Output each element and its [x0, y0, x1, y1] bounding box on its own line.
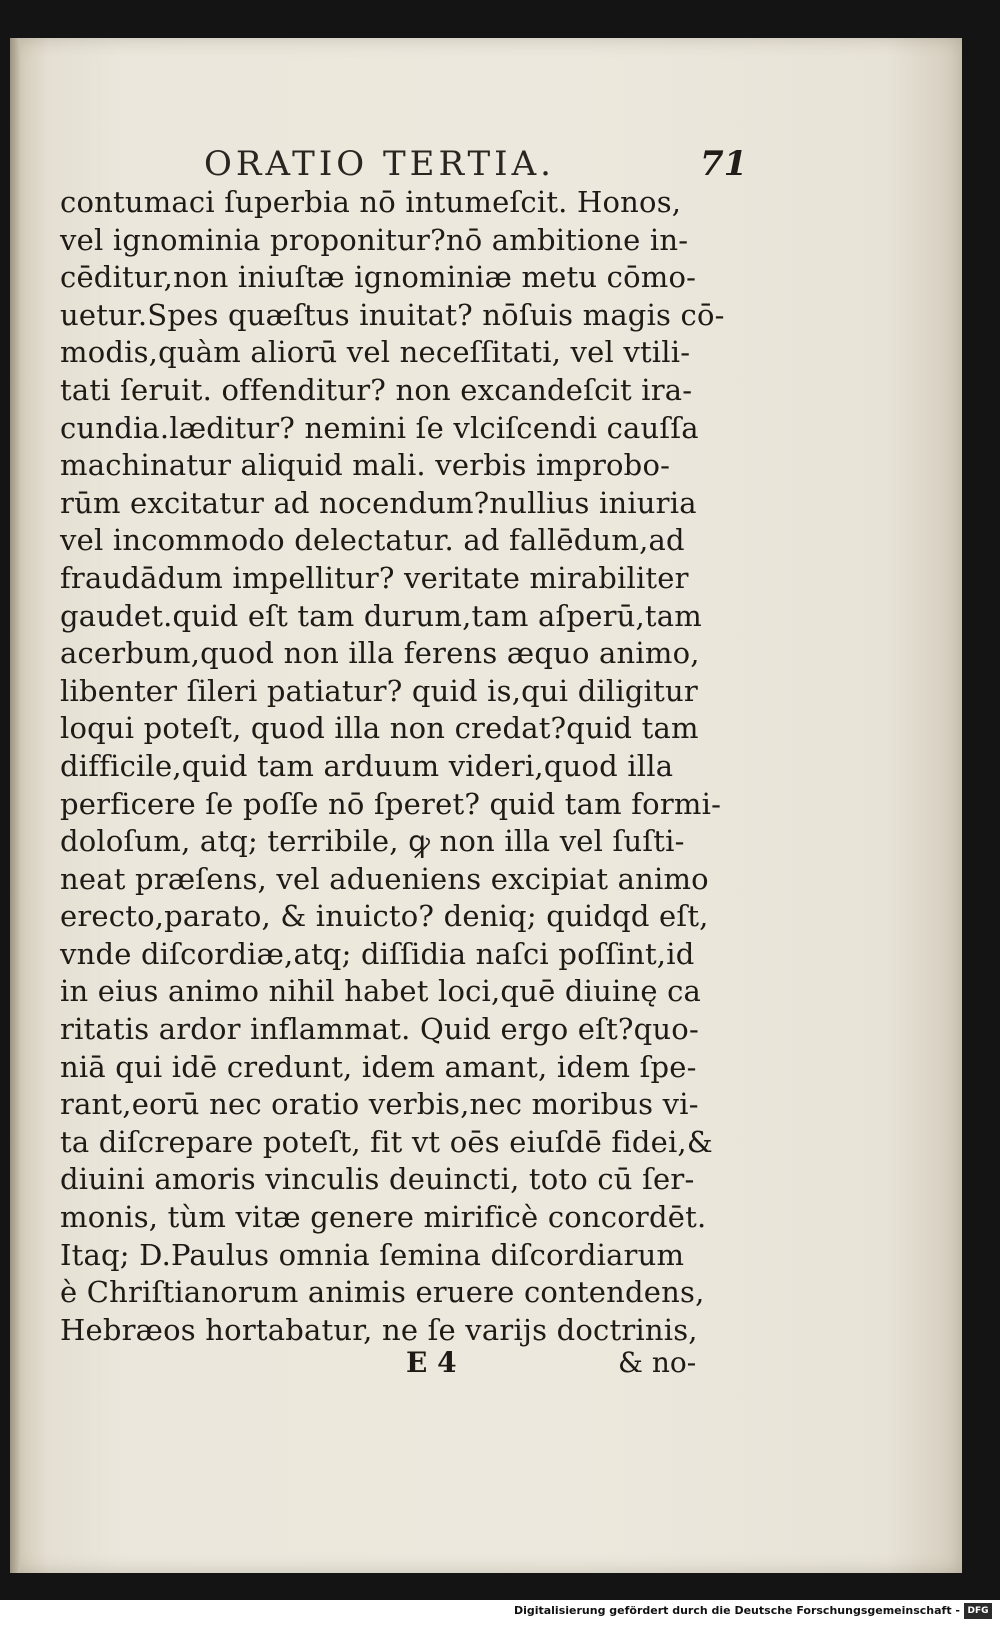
- text-line: cēditur,non iniuſtæ ignominiæ metu cōmo-: [60, 260, 697, 295]
- text-line: vel ignominia proponitur?nō ambitione in-: [60, 222, 689, 257]
- text-line: erecto,parato, & inuicto? deniq; quidqd eſt,: [60, 899, 709, 934]
- dfg-logo: DFG: [964, 1603, 992, 1619]
- text-line: machinatur aliquid mali. verbis improbo-: [60, 448, 671, 483]
- text-line: Itaq; D.Paulus omnia ſemina diſcordiarum: [60, 1237, 685, 1272]
- text-line: è Chriſtianorum animis eruere contendens,: [60, 1275, 705, 1310]
- text-line: loqui poteſt, quod illa non credat?quid tam: [60, 711, 699, 746]
- text-line: ta diſcrepare poteſt, fit vt oēs eiuſdē fidei,&: [60, 1124, 713, 1159]
- text-line: acerbum,quod non illa ferens æquo animo,: [60, 636, 700, 671]
- text-line: rūm excitatur ad nocendum?nullius iniuria: [60, 485, 697, 520]
- signature-mark: E 4: [406, 1346, 457, 1379]
- text-line: doloſum, atq; terribile, ꝙ non illa vel ſuſti-: [60, 824, 685, 859]
- text-line: cundia.læditur? nemini ſe vlciſcendi cauſſa: [60, 410, 699, 445]
- text-line: monis, tùm vitæ genere mirificè concordēt.: [60, 1200, 707, 1235]
- catchword: & no-: [618, 1346, 697, 1379]
- funding-credit: Digitalisierung gefördert durch die Deutsche Forschungsgemeinschaft -: [513, 1604, 960, 1617]
- text-line: tati ſeruit. offenditur? non excandeſcit ira-: [60, 372, 693, 407]
- book-page: [10, 38, 962, 1573]
- text-line: neat præſens, vel adueniens excipiat animo: [60, 861, 709, 896]
- text-line: libenter ſileri patiatur? quid is,qui diligitur: [60, 673, 698, 708]
- text-line: difficile,quid tam arduum videri,quod illa: [60, 748, 674, 783]
- text-line: ritatis ardor inflammat. Quid ergo eſt?quo-: [60, 1012, 699, 1047]
- text-line: gaudet.quid eſt tam durum,tam aſperū,tam: [60, 598, 702, 633]
- text-line: Hebræos hortabatur, ne ſe varijs doctrinis,: [60, 1312, 698, 1347]
- text-line: diuini amoris vinculis deuincti, toto cū ſer-: [60, 1162, 695, 1197]
- page-number: 71: [700, 144, 748, 184]
- footer-bar: [0, 1600, 1000, 1626]
- running-title: ORATIO TERTIA.: [204, 144, 555, 184]
- text-line: niā qui idē credunt, idem amant, idem ſpe-: [60, 1049, 697, 1084]
- text-line: fraudādum impellitur? veritate mirabiliter: [60, 560, 689, 595]
- text-line: in eius animo nihil habet loci,quē diuinę ca: [60, 974, 702, 1009]
- text-line: perficere ſe poſſe nō ſperet? quid tam formi-: [60, 786, 722, 821]
- page-gutter-edge: [10, 38, 20, 1573]
- text-line: rant,eorū nec oratio verbis,nec moribus vi-: [60, 1087, 699, 1122]
- text-line: vnde diſcordiæ,atq; diſſidia naſci poſſint,id: [60, 936, 695, 971]
- signature-line: [10, 1346, 962, 1386]
- text-line: vel incommodo delectatur. ad fallēdum,ad: [60, 523, 685, 558]
- text-line: modis,quàm aliorū vel neceſſitati, vel vtili-: [60, 335, 691, 370]
- text-line: uetur.Spes quæſtus inuitat? nōſuis magis cō-: [60, 297, 725, 332]
- body-text: [60, 184, 725, 1349]
- text-line: contumaci ſuperbia nō intumeſcit. Honos,: [60, 185, 682, 219]
